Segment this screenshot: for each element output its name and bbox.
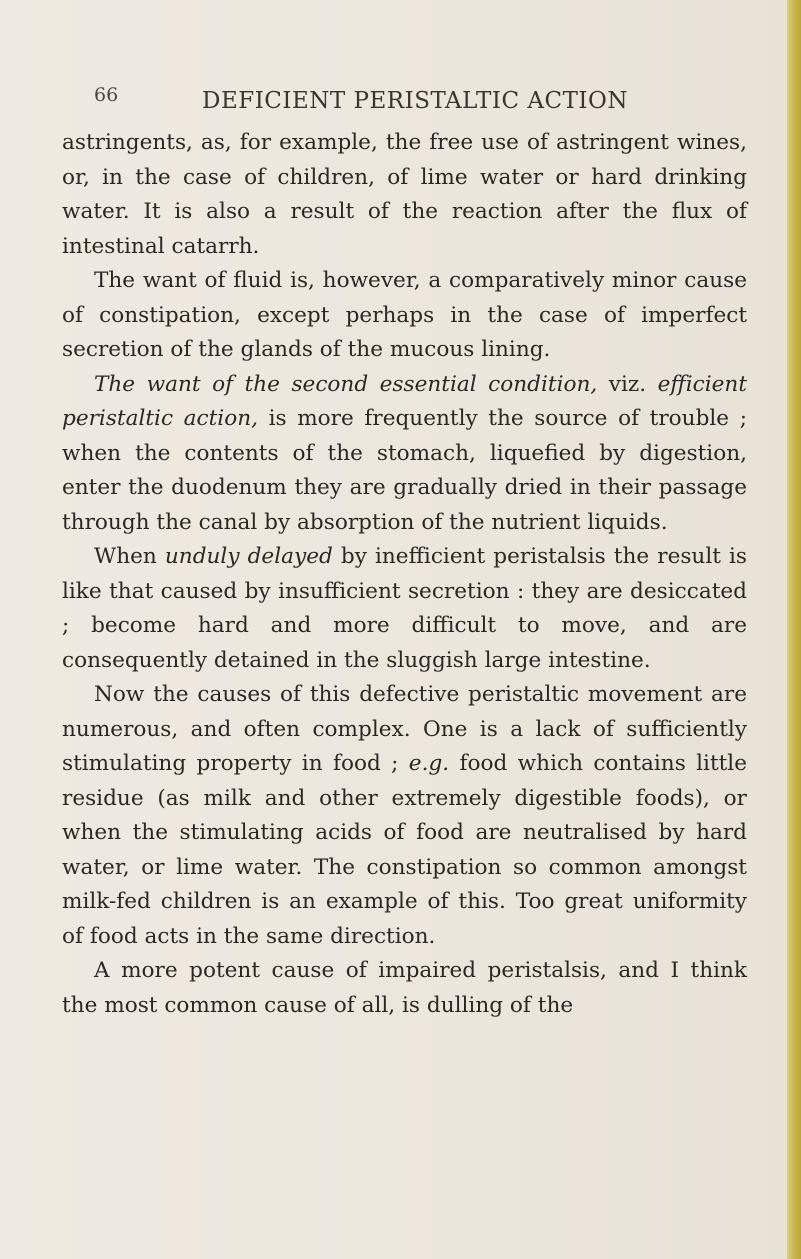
italic-phrase: unduly delayed [164, 544, 333, 569]
italic-phrase: e.g. [408, 751, 450, 776]
paragraph-1: astringents, as, for example, the free use of astringent wines, or, in the case of children, of lime water or hard drinking water. It is also a result of the reaction after the flux of intestinal catarrh. [62, 130, 747, 259]
text-run: Now the causes of this defective peristaltic movement are numerous, and often complex. One is a lack of sufficiently stimulating property in food ; [62, 682, 747, 776]
text-run: by inefficient peristalsis the result is like that caused by insufficient secretion : they are desiccated ; become hard and more difficult to move, and are consequently detained in the sluggish large intestine. [62, 544, 747, 673]
text-run: is more frequently the source of trouble ; when the contents of the stomach, liquefied by digestion, enter the duodenum they are gradually dried in their passage through the canal by absorption of the nutrient liquids. [62, 406, 747, 535]
text-run: viz. [597, 371, 658, 397]
paragraph-2: The want of fluid is, however, a comparatively minor cause of constipation, except perhaps in the case of imperfect secretion of the glands of the mucous lining. [62, 268, 747, 362]
page-number: 66 [94, 84, 119, 106]
paragraph-4 [62, 540, 747, 678]
paragraph-6: A more potent cause of impaired peristalsis, and I think the most common cause of all, is dulling of the [62, 958, 747, 1018]
paragraph-5 [62, 678, 747, 954]
italic-phrase: efficient peristaltic action, [62, 371, 748, 431]
text-run: When [94, 544, 165, 569]
paragraph-3 [62, 368, 747, 541]
italic-phrase: The want of the second essential condition, [94, 371, 598, 397]
body-text [62, 126, 747, 1023]
running-head: DEFICIENT PERISTALTIC ACTION [202, 88, 628, 114]
text-run: food which contains little residue (as milk and other extremely digestible foods), or when the stimulating acids of food are neutralised by hard water, or lime water. The constipation so common amongst milk-fed children is an example of this. Too great uniformity of food acts in the same direction. [62, 751, 747, 949]
page-edge [787, 0, 801, 1259]
